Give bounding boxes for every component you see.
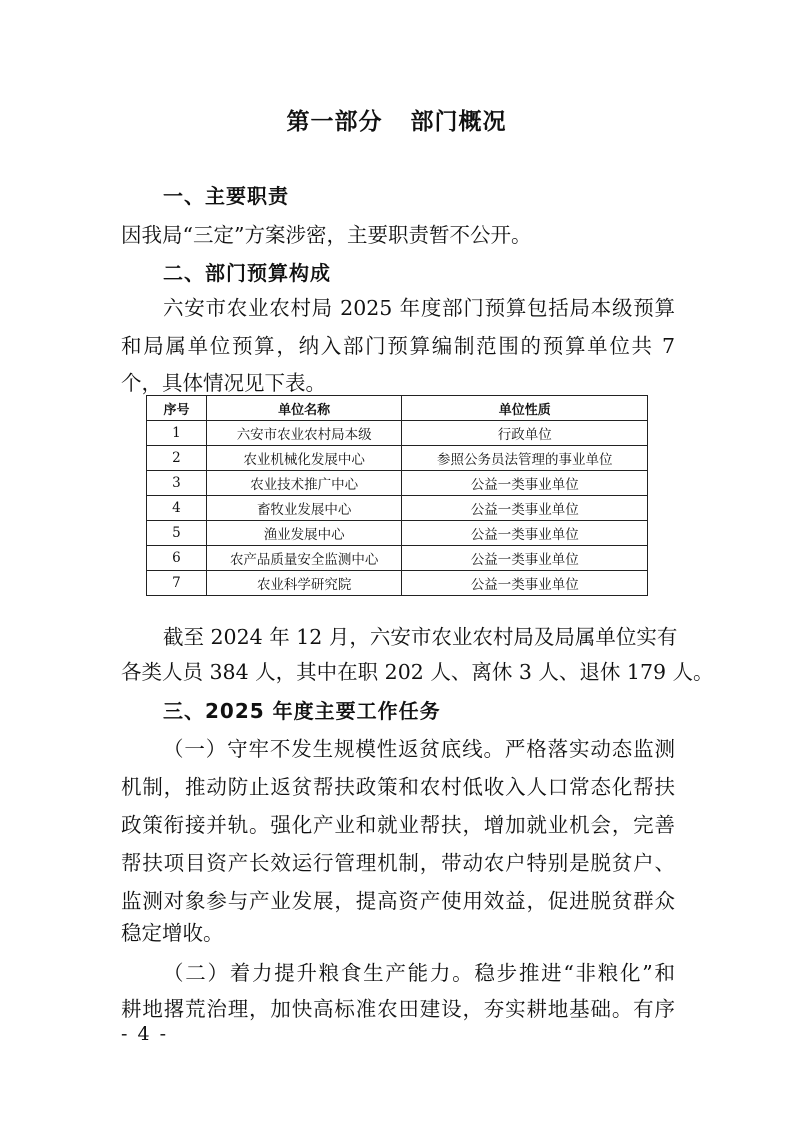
- cell-index: 4: [147, 496, 207, 521]
- cell-unit-type: 参照公务员法管理的事业单位: [402, 446, 648, 471]
- section2-para-line: 和局属单位预算，纳入部门预算编制范围的预算单位共 7: [121, 334, 675, 358]
- cell-index: 2: [147, 446, 207, 471]
- table-row: [147, 496, 648, 521]
- cell-unit-name: 畜牧业发展中心: [206, 496, 402, 521]
- section1-text: 因我局“三定”方案涉密，主要职责暂不公开。: [121, 223, 532, 247]
- cell-unit-type: 公益一类事业单位: [402, 546, 648, 571]
- budget-units-table: [146, 395, 648, 596]
- table-header-row: [147, 396, 648, 421]
- task2-line: （二）着力提升粮食生产能力。稳步推进“非粮化”和: [163, 961, 675, 985]
- cell-index: 3: [147, 471, 207, 496]
- table-row: [147, 471, 648, 496]
- column-header-unit-type: 单位性质: [402, 396, 648, 421]
- table-row: [147, 546, 648, 571]
- title-part: 第一部分: [286, 109, 383, 135]
- section3-heading: 三、2025 年度主要工作任务: [163, 699, 441, 723]
- table-row: [147, 571, 648, 596]
- cell-unit-name: 渔业发展中心: [206, 521, 402, 546]
- cell-unit-name: 农业机械化发展中心: [206, 446, 402, 471]
- table-row: [147, 521, 648, 546]
- section1-heading: 一、主要职责: [163, 184, 289, 208]
- cell-unit-name: 农业技术推广中心: [206, 471, 402, 496]
- section2-para-line: 六安市农业农村局 2025 年度部门预算包括局本级预算: [163, 296, 675, 320]
- section2-para-line: 个，具体情况见下表。: [121, 371, 326, 395]
- task1-line: 监测对象参与产业发展，提高资产使用效益，促进脱贫群众: [121, 889, 675, 913]
- task1-line: 政策衔接并轨。强化产业和就业帮扶，增加就业机会，完善: [121, 813, 675, 837]
- task1-line: 稳定增收。: [121, 921, 224, 945]
- task1-line: 帮扶项目资产长效运行管理机制，带动农户特别是脱贫户、: [121, 851, 675, 875]
- cell-unit-name: 六安市农业农村局本级: [206, 421, 402, 446]
- page-number: - 4 -: [121, 1023, 169, 1045]
- cell-unit-type: 行政单位: [402, 421, 648, 446]
- task2-line: 耕地撂荒治理，加快高标准农田建设，夯实耕地基础。有序: [121, 997, 675, 1021]
- table-row: [147, 446, 648, 471]
- task1-line: 机制，推动防止返贫帮扶政策和农村低收入人口常态化帮扶: [121, 775, 675, 799]
- cell-index: 1: [147, 421, 207, 446]
- task1-line: （一）守牢不发生规模性返贫底线。严格落实动态监测: [163, 737, 675, 761]
- page-title: [0, 103, 793, 136]
- table-row: [147, 421, 648, 446]
- staff-text-line: 截至 2024 年 12 月，六安市农业农村局及局属单位实有: [163, 625, 678, 649]
- column-header-index: 序号: [147, 396, 207, 421]
- cell-unit-type: 公益一类事业单位: [402, 571, 648, 596]
- cell-index: 7: [147, 571, 207, 596]
- title-name: 部门概况: [410, 109, 507, 135]
- staff-text-line: 各类人员 384 人，其中在职 202 人、离休 3 人、退休 179 人。: [121, 660, 714, 684]
- cell-unit-type: 公益一类事业单位: [402, 521, 648, 546]
- column-header-unit-name: 单位名称: [206, 396, 402, 421]
- section2-heading: 二、部门预算构成: [163, 261, 331, 285]
- cell-unit-type: 公益一类事业单位: [402, 496, 648, 521]
- cell-unit-type: 公益一类事业单位: [402, 471, 648, 496]
- cell-unit-name: 农产品质量安全监测中心: [206, 546, 402, 571]
- cell-unit-name: 农业科学研究院: [206, 571, 402, 596]
- cell-index: 6: [147, 546, 207, 571]
- cell-index: 5: [147, 521, 207, 546]
